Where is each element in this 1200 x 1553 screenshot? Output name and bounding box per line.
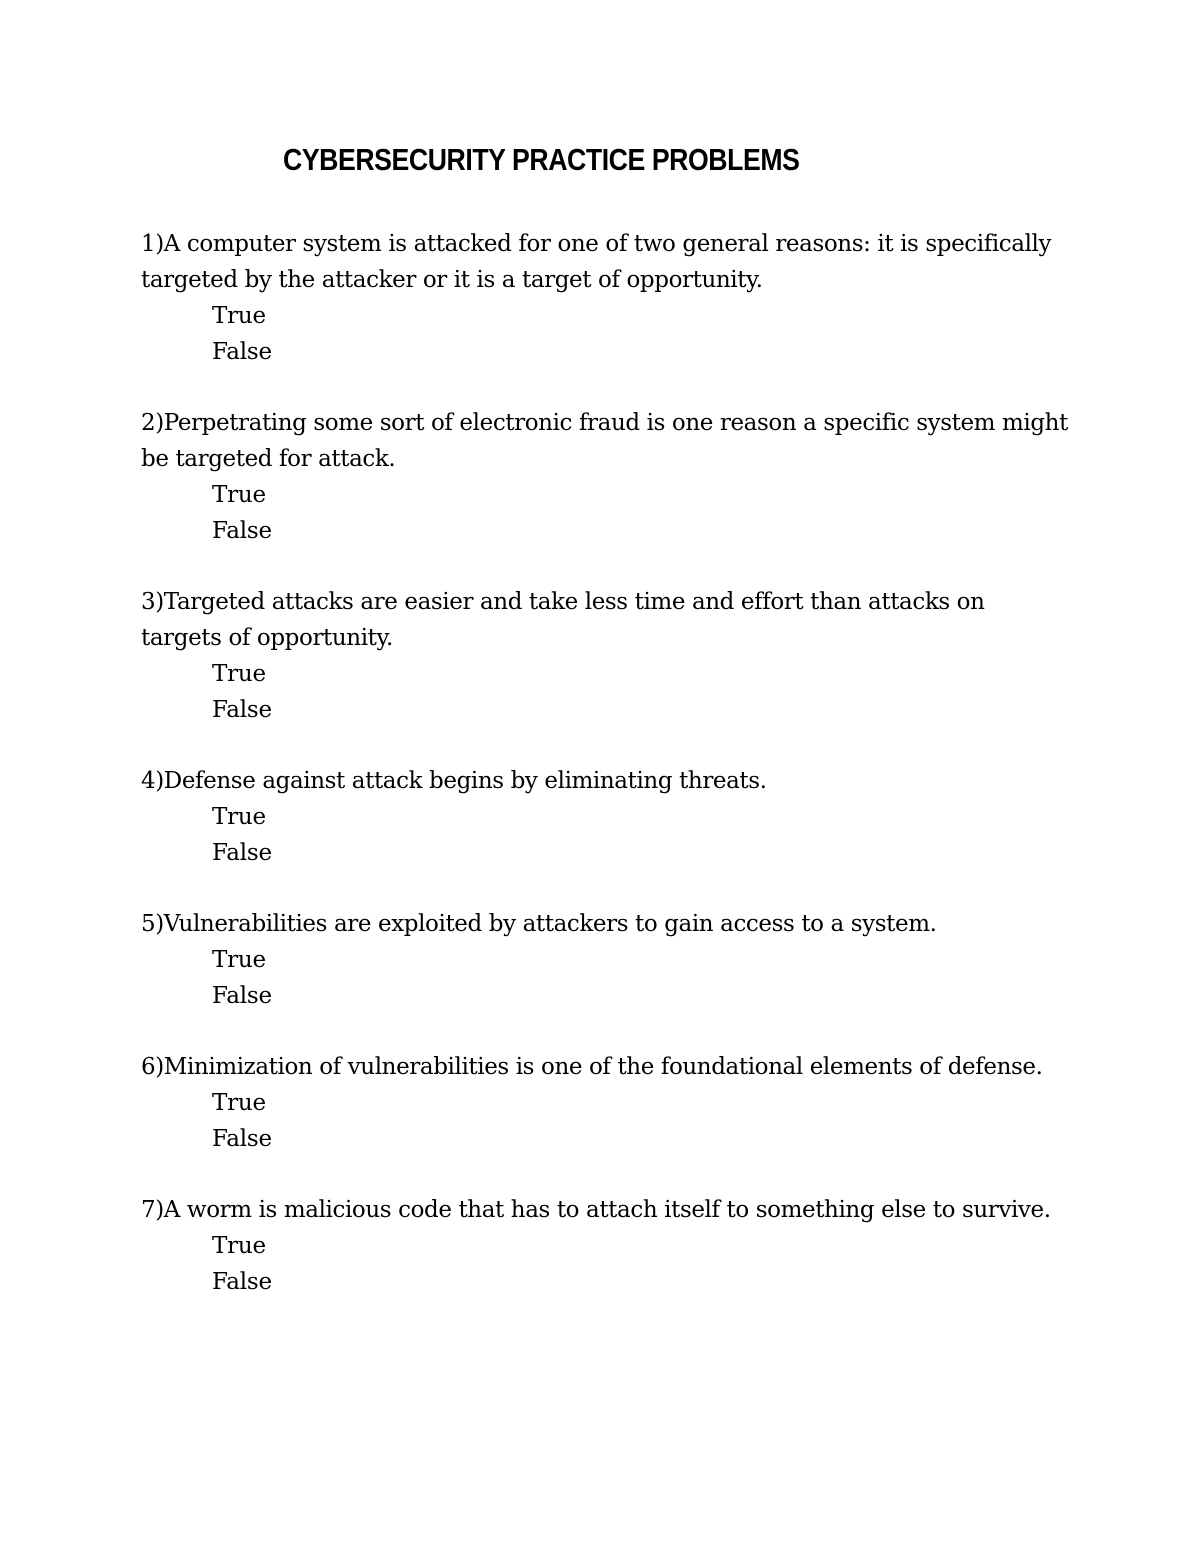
option-false: False bbox=[212, 518, 272, 544]
question-3 bbox=[141, 584, 1071, 728]
page-title: CYBERSECURITY PRACTICE PROBLEMS bbox=[283, 142, 800, 177]
question-text: 4)Defense against attack begins by eliminating threats. bbox=[141, 768, 767, 794]
option-true: True bbox=[212, 482, 266, 508]
question-text: 3)Targeted attacks are easier and take less time and effort than attacks on targets of opportunity. bbox=[141, 589, 985, 651]
option-true: True bbox=[212, 1233, 266, 1259]
option-false: False bbox=[212, 1269, 272, 1295]
question-6 bbox=[141, 1049, 1071, 1157]
question-text: 2)Perpetrating some sort of electronic fraud is one reason a specific system might be targeted for attack. bbox=[141, 410, 1068, 472]
option-true: True bbox=[212, 661, 266, 687]
option-true: True bbox=[212, 1090, 266, 1116]
option-false: False bbox=[212, 339, 272, 365]
option-false: False bbox=[212, 1126, 272, 1152]
option-false: False bbox=[212, 983, 272, 1009]
question-4 bbox=[141, 763, 1071, 871]
option-false: False bbox=[212, 697, 272, 723]
question-5 bbox=[141, 906, 1071, 1014]
question-text: 1)A computer system is attacked for one of two general reasons: it is specifically targeted by the attacker or it is a target of opportunity. bbox=[141, 231, 1052, 293]
question-text: 7)A worm is malicious code that has to attach itself to something else to survive. bbox=[141, 1197, 1051, 1223]
question-text: 6)Minimization of vulnerabilities is one of the foundational elements of defense. bbox=[141, 1054, 1043, 1080]
question-text: 5)Vulnerabilities are exploited by attackers to gain access to a system. bbox=[141, 911, 937, 937]
question-1 bbox=[141, 226, 1071, 370]
option-true: True bbox=[212, 303, 266, 329]
question-2 bbox=[141, 405, 1071, 549]
option-true: True bbox=[212, 804, 266, 830]
question-7 bbox=[141, 1192, 1071, 1300]
question-list bbox=[141, 226, 1071, 1335]
option-true: True bbox=[212, 947, 266, 973]
option-false: False bbox=[212, 840, 272, 866]
